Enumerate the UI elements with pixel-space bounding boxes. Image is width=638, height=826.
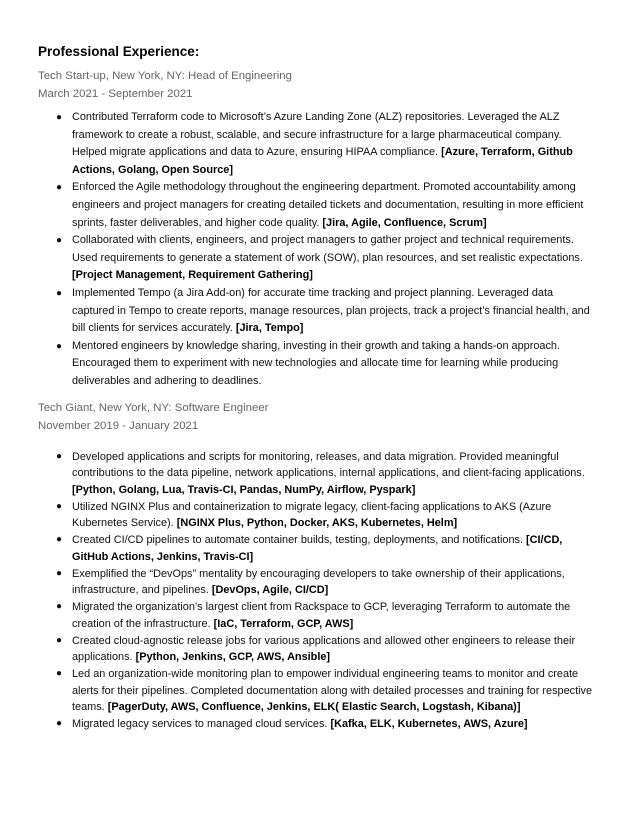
bullet-text: Created cloud-agnostic release jobs for various applications and allowed other engineers to release their applications. bbox=[72, 634, 576, 663]
bullet-item bbox=[38, 179, 598, 232]
bullet-text: Collaborated with clients, engineers, and project managers to gather project and technical requirements. Used requirements to generate a statement of work (SOW), plan resources, and set realistic expectations. bbox=[72, 234, 583, 264]
section-title: Professional Experience: bbox=[38, 44, 200, 59]
bullet-item bbox=[38, 449, 598, 499]
bullet-tags: [CI/CD, GitHub Actions, Jenkins, Travis-CI] bbox=[72, 534, 563, 563]
job-entry bbox=[38, 67, 598, 391]
bullet-text: Exemplified the “DevOps” mentality by encouraging developers to take ownership of their applications, infrastructure, and pipelines. bbox=[72, 567, 565, 596]
bullet-tags: [Python, Golang, Lua, Travis-CI, Pandas, NumPy, Airflow, Pyspark] bbox=[72, 483, 416, 496]
bullet-icon: ● bbox=[56, 567, 63, 579]
bullet-item bbox=[38, 716, 598, 733]
bullet-text: Implemented Tempo (a Jira Add-on) for accurate time tracking and project planning. Leveraged data captured in Tempo to create reports, manage resources, plan projects, track a project’s financial health, and bill clients for services accurately. bbox=[72, 286, 590, 335]
bullet-icon: ● bbox=[56, 340, 63, 352]
bullet-item bbox=[38, 499, 598, 532]
bullet-tags: [NGINX Plus, Python, Docker, AKS, Kubernetes, Helm] bbox=[176, 517, 458, 529]
job-dates: March 2021 - September 2021 bbox=[38, 88, 193, 100]
bullet-item bbox=[38, 232, 598, 285]
bullet-icon: ● bbox=[56, 668, 63, 679]
bullet-tags: [Jira, Tempo] bbox=[235, 322, 304, 335]
job-dates: November 2019 - January 2021 bbox=[38, 419, 199, 432]
bullet-list bbox=[38, 449, 598, 733]
bullet-text: Contributed Terraform code to Microsoft’s Azure Landing Zone (ALZ) repositories. Leveraged the ALZ framework to create a robust, scalable, and secure infrastructure for a large pharmaceutical company. Helped migrate applications and data to Azure, ensuring HIPAA compliance. bbox=[72, 111, 562, 159]
bullet-text: Migrated legacy services to managed cloud services. bbox=[72, 718, 331, 730]
bullet-item bbox=[38, 666, 598, 716]
bullet-list bbox=[38, 109, 598, 391]
bullet-item bbox=[38, 285, 598, 338]
bullet-text: Led an organization-wide monitoring plan to empower individual engineering teams to monitor and create alerts for their pipelines. Completed documentation along with detailed processes and training for respective teams. bbox=[72, 668, 593, 713]
resume-page bbox=[38, 44, 598, 733]
job-entry bbox=[38, 399, 598, 733]
bullet-tags: [Kafka, ELK, Kubernetes, AWS, Azure] bbox=[330, 718, 528, 730]
bullet-icon: ● bbox=[56, 500, 63, 512]
bullet-item bbox=[38, 338, 598, 391]
bullet-icon: ● bbox=[56, 534, 63, 545]
bullet-tags: [PagerDuty, AWS, Confluence, Jenkins, ELK( Elastic Search, Logstash, Kibana)] bbox=[107, 701, 521, 713]
bullet-tags: [Azure, Terraform, Github Actions, Golang, Open Source] bbox=[72, 146, 573, 176]
bullet-item bbox=[38, 109, 598, 179]
bullet-text: Created CI/CD pipelines to automate container builds, testing, deployments, and notifications. bbox=[72, 534, 527, 546]
bullet-text: Mentored engineers by knowledge sharing, investing in their growth and taking a hands-on approach. Encouraged them to experiment with new technologies and allocate time for learning while producing deliverables and adhering to deadlines. bbox=[72, 339, 560, 387]
job-title: Tech Start-up, New York, NY: Head of Engineering bbox=[38, 70, 292, 82]
bullet-text: Migrated the organization’s largest client from Rackspace to GCP, leveraging Terraform to automate the creation of the infrastructure. bbox=[72, 601, 571, 630]
bullet-tags: [Project Management, Requirement Gathering] bbox=[72, 269, 313, 282]
bullet-icon: ● bbox=[56, 112, 63, 123]
bullet-icon: ● bbox=[56, 601, 63, 612]
bullet-item bbox=[38, 532, 598, 565]
job-title: Tech Giant, New York, NY: Software Engineer bbox=[38, 401, 269, 414]
bullet-item bbox=[38, 566, 598, 599]
bullet-icon: ● bbox=[56, 235, 63, 247]
bullet-text: Developed applications and scripts for monitoring, releases, and data migration. Provided meaningful contributions to the data pipeline, network applications, internal applications, and client-facing applications. bbox=[72, 450, 585, 479]
bullet-icon: ● bbox=[56, 634, 63, 646]
bullet-tags: [IaC, Terraform, GCP, AWS] bbox=[213, 617, 354, 630]
bullet-tags: [DevOps, Agile, CI/CD] bbox=[211, 584, 329, 596]
bullet-tags: [Jira, Agile, Confluence, Scrum] bbox=[322, 216, 487, 229]
bullet-icon: ● bbox=[56, 287, 63, 299]
bullet-item bbox=[38, 633, 598, 666]
bullet-text: Utilized NGINX Plus and containerization to migrate legacy, client-facing applications to AKS (Azure Kubernetes Service). bbox=[72, 500, 552, 529]
bullet-icon: ● bbox=[56, 450, 63, 462]
bullet-icon: ● bbox=[56, 718, 63, 729]
bullet-item bbox=[38, 599, 598, 632]
bullet-tags: [Python, Jenkins, GCP, AWS, Ansible] bbox=[135, 651, 331, 663]
bullet-text: Enforced the Agile methodology throughout the engineering department. Promoted accountability among engineers and project managers for creating detailed tickets and documentation, resulting in more efficient sprints, faster deliverables, and higher code quality. bbox=[72, 181, 584, 229]
bullet-icon: ● bbox=[56, 182, 63, 194]
